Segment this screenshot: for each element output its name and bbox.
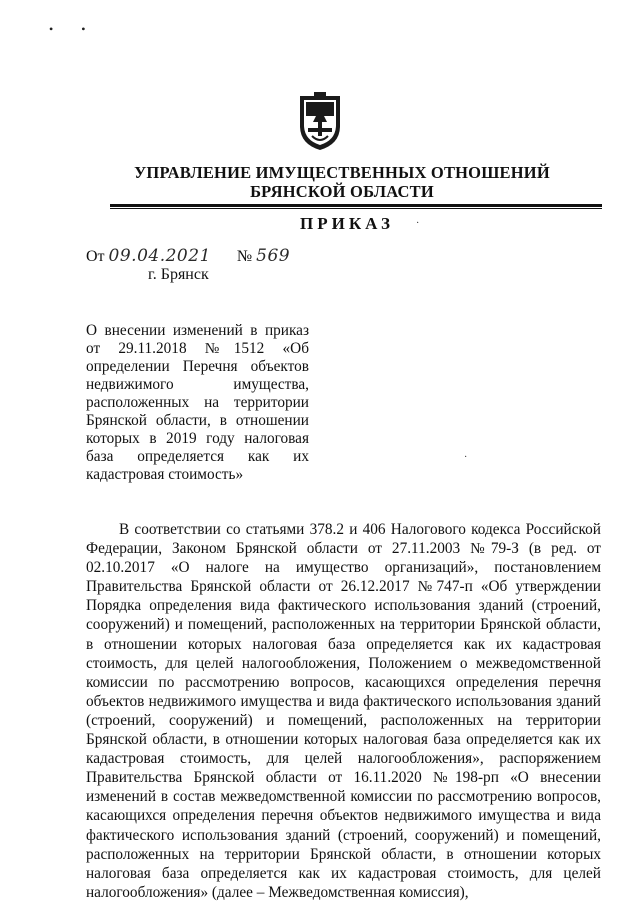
header-divider-thin [110,208,602,209]
bryansk-coat-of-arms-icon [298,92,342,152]
organization-name-line2: БРЯНСКОЙ ОБЛАСТИ [250,182,434,201]
number-prefix: № [236,248,253,265]
scan-mark: • [49,22,82,36]
order-date-line [86,246,290,266]
header-divider-thick [110,204,602,207]
scan-dot: · [416,218,420,229]
document-title: ПРИКАЗ [300,214,394,233]
body-paragraph: В соответствии со статьями 378.2 и 406 Налогового кодекса Российской Федерации, Законом Брянской области от 27.11.2003 №79-З (в ред. от 02.10.2017 «О налоге на имущество организаций», постановлением Правительства Брянской области от 26.12.2017 №747-п «Об утверждении Порядка определения вида фактического использования зданий (строений, сооружений) и помещений, расположенных на территории Брянской области, в отношении которых налоговая база определяется как их кадастровая стоимость, для целей налогообложения, Положением о межведомственной комиссии по рассмотрению вопросов, касающихся определения перечня объектов недвижимого имущества и вида фактического использования зданий (строений, сооружений) и помещений, расположенных на территории Брянской области, в отношении которых налоговая база определяется как их кадастровая стоимость, для целей налогообложения», распоряжением Правительства Брянской области от 16.11.2020 №198-рп «О внесении изменений в состав межведомственной комиссии по рассмотрению вопросов, касающихся определения перечня объектов недвижимого имущества и вида фактического использования зданий (строений, сооружений) и помещений, расположенных на территории Брянской области, в отношении которых налоговая база определяется как их кадастровая стоимость, для целей налогообложения» (далее – Межведомственная комиссия), [86,521,601,901]
city: г. Брянск [148,266,209,283]
scan-mark: • [81,22,114,36]
handwritten-date: 09.04.2021 [108,246,211,266]
order-subject: О внесении изменений в приказ от 29.11.2018 №1512 «Об определении Перечня объектов недвижимого имущества, расположенных на территории Брянской области, в отношении которых в 2019 году налоговая база определяется как их кадастровая стоимость» [86,322,309,483]
date-prefix: От [86,248,105,265]
organization-name-line1: УПРАВЛЕНИЕ ИМУЩЕСТВЕННЫХ ОТНОШЕНИЙ [134,163,550,182]
handwritten-number: 569 [256,246,291,266]
scan-dot: · [464,452,468,463]
scan-marks [49,22,113,37]
